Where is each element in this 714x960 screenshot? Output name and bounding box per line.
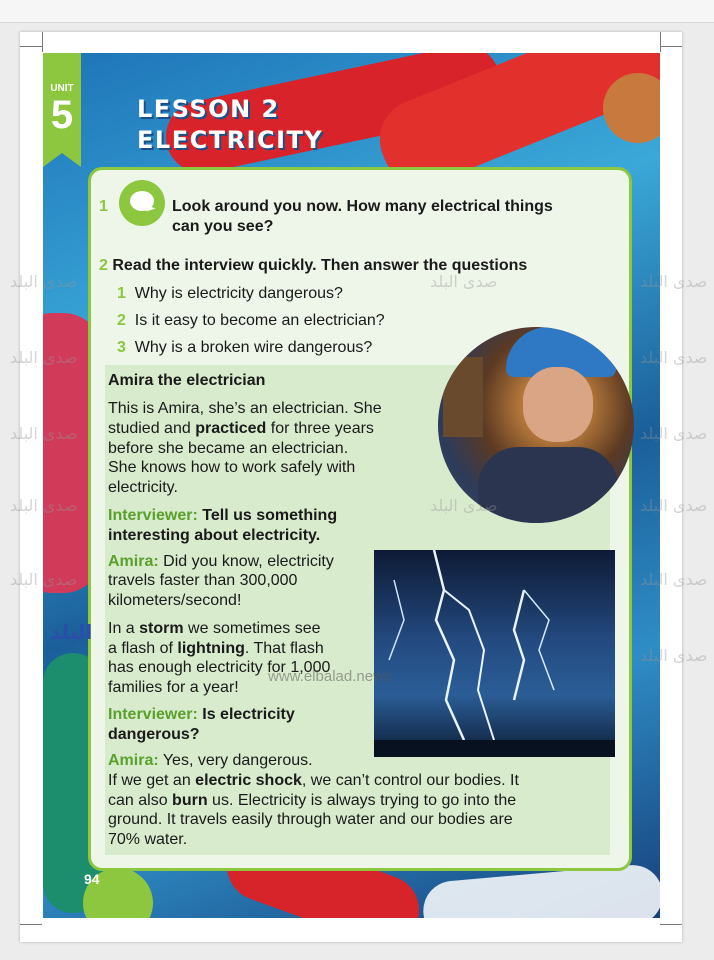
answer-line: Amira: Yes, very dangerous.	[108, 752, 313, 769]
speech-bubble-icon	[119, 180, 165, 226]
browser-top-strip	[0, 0, 714, 23]
sub-question	[117, 312, 385, 330]
interview-title: Amira the electrician	[108, 372, 266, 389]
sub-question-number: 2	[117, 312, 126, 329]
watermark-text: صدى البلد	[640, 424, 708, 443]
watermark-text: صدى البلد	[10, 348, 78, 367]
sub-question-number: 3	[117, 339, 126, 356]
watermark-text: صدى البلد	[640, 272, 708, 291]
page-number: 94	[84, 871, 100, 887]
paragraph-line: electricity.	[108, 479, 178, 496]
watermark-url: www.elbalad.news	[268, 668, 392, 685]
answer-line: has enough electricity for 1,000	[108, 659, 331, 676]
paragraph-line: before she became an electrician.	[108, 440, 349, 457]
answer-line: families for a year!	[108, 679, 239, 696]
panel-shape	[443, 357, 483, 437]
sub-question-text: Why is electricity dangerous?	[134, 285, 343, 302]
unit-number: 5	[50, 93, 74, 137]
lightning-storm-photo	[374, 550, 615, 757]
interviewer-question: Interviewer: Tell us something	[108, 507, 338, 524]
answer-line: If we get an electric shock, we can’t control our bodies. It	[108, 772, 519, 789]
unit-label: UNIT	[50, 83, 74, 94]
answer-line: In a storm we sometimes see	[108, 620, 321, 637]
question-1-text: can you see?	[172, 218, 274, 235]
watermark-text: صدى البلد	[640, 570, 708, 589]
interviewer-question: interesting about electricity.	[108, 527, 321, 544]
watermark-logo: البلد	[50, 620, 93, 644]
watermark-text: صدى البلد	[640, 348, 708, 367]
question-number: 2	[99, 257, 108, 274]
answer-line: 70% water.	[108, 831, 188, 848]
unit-tab	[43, 53, 81, 153]
paragraph-line: This is Amira, she’s an electrician. She	[108, 400, 382, 417]
watermark-text: صدى البلد	[10, 272, 78, 291]
crop-mark	[660, 46, 682, 47]
answer-line: ground. It travels easily through water and our bodies are	[108, 811, 513, 828]
crop-mark	[20, 924, 42, 925]
electrician-photo	[438, 327, 634, 523]
question-2-text: Read the interview quickly. Then answer the questions	[112, 257, 528, 274]
answer-line: kilometers/second!	[108, 592, 242, 609]
interviewer-question: Interviewer: Is electricity	[108, 706, 295, 723]
lightning-bolt-icon	[374, 550, 615, 757]
answer-line: a flash of lightning. That flash	[108, 640, 324, 657]
watermark-text: صدى البلد	[10, 496, 78, 515]
copper-wire-end-image	[603, 73, 660, 143]
lesson-subtitle: ELECTRICITY	[137, 126, 324, 154]
sub-question-text: Why is a broken wire dangerous?	[134, 339, 373, 356]
paragraph-line: She knows how to work safely with	[108, 459, 356, 476]
sub-question	[117, 339, 372, 357]
answer-line: Amira: Did you know, electricity	[108, 553, 334, 570]
watermark-text: صدى البلد	[430, 496, 498, 515]
sub-question-text: Is it easy to become an electrician?	[134, 312, 385, 329]
watermark-text: صدى البلد	[10, 570, 78, 589]
paragraph-line: studied and practiced for three years	[108, 420, 374, 437]
question-number: 1	[99, 198, 108, 215]
question-1-text: Look around you now. How many electrical things	[172, 198, 553, 215]
sub-question-number: 1	[117, 285, 126, 302]
crop-mark	[20, 46, 42, 47]
shirt-shape	[478, 447, 618, 523]
watermark-text: صدى البلد	[430, 272, 498, 291]
answer-line: can also burn us. Electricity is always trying to go into the	[108, 792, 517, 809]
watermark-text: صدى البلد	[640, 496, 708, 515]
watermark-text: صدى البلد	[640, 646, 708, 665]
interviewer-question: dangerous?	[108, 726, 200, 743]
watermark-text: صدى البلد	[10, 424, 78, 443]
crop-mark	[660, 32, 661, 52]
answer-line: travels faster than 300,000	[108, 572, 298, 589]
lesson-title: LESSON 2	[137, 95, 280, 123]
crop-mark	[42, 32, 43, 52]
sub-question	[117, 285, 343, 303]
face-shape	[523, 367, 593, 442]
crop-mark	[660, 924, 682, 925]
